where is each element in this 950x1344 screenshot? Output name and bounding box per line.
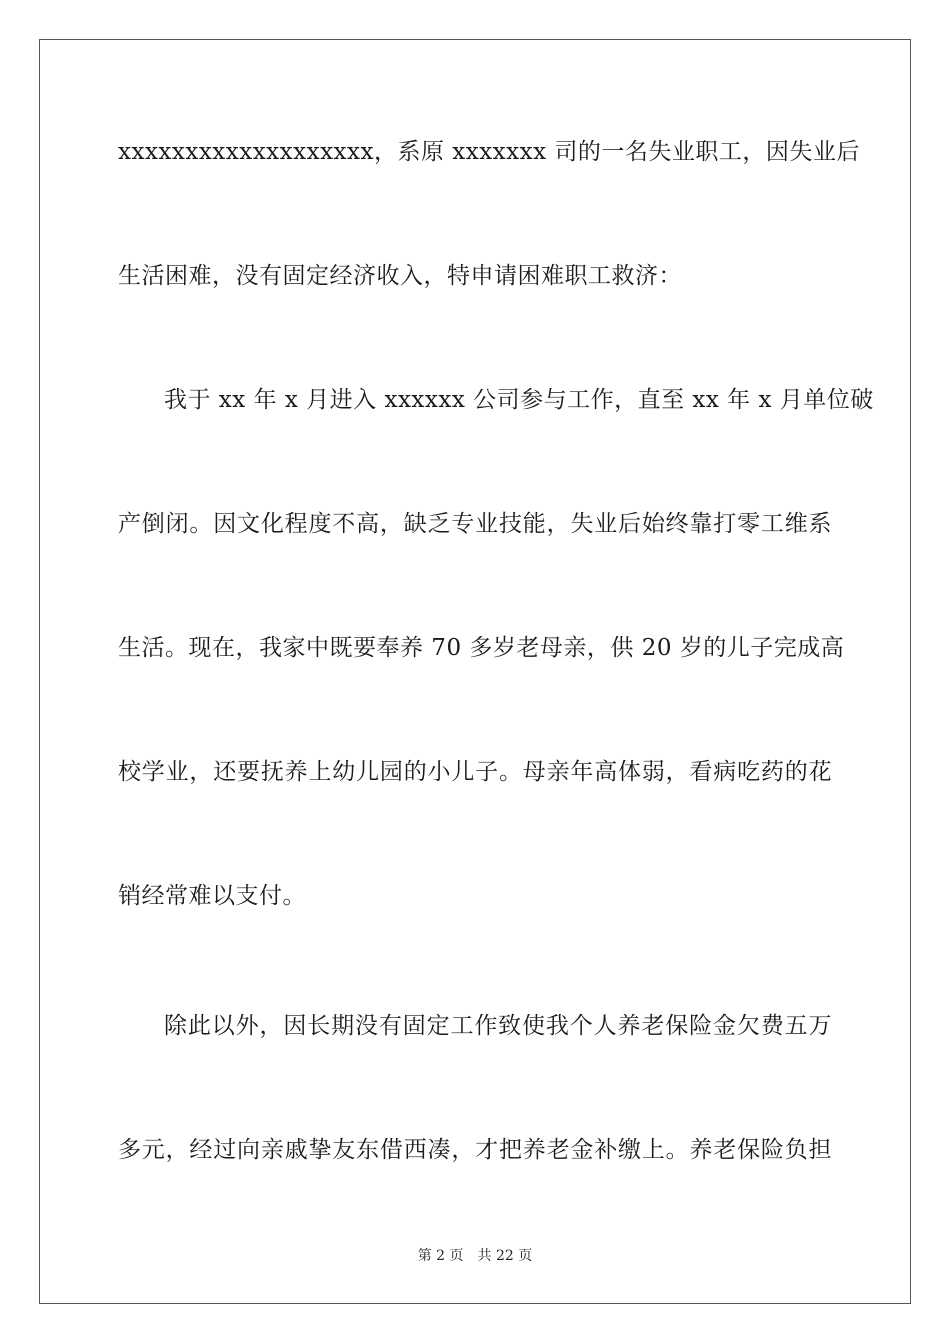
text-line-2: 生活困难，没有固定经济收入，特申请困难职工救济： — [118, 263, 682, 289]
page-total: 共 22 页 — [477, 1248, 533, 1264]
text-line-5: 生活。现在，我家中既要奉养 70 多岁老母亲，供 20 岁的儿子完成高 — [118, 635, 845, 661]
page-border — [39, 39, 911, 1304]
text-line-6: 校学业，还要抚养上幼儿园的小儿子。母亲年高体弱，看病吃药的花 — [118, 759, 832, 785]
text-line-7: 销经常难以支付。 — [118, 883, 306, 909]
text-line-1: xxxxxxxxxxxxxxxxxxx，系原 xxxxxxx 司的一名失业职工，因失业后 — [118, 139, 860, 165]
text-line-4: 产倒闭。因文化程度不高，缺乏专业技能，失业后始终靠打零工维系 — [118, 511, 832, 537]
text-line-9: 多元，经过向亲戚挚友东借西凑，才把养老金补缴上。养老保险负担 — [118, 1137, 832, 1163]
text-line-3: 我于 xx 年 x 月进入 xxxxxx 公司参与工作，直至 xx 年 x 月单位破 — [164, 387, 874, 413]
page-number: 第 2 页 — [417, 1248, 464, 1264]
page-footer — [0, 1247, 950, 1265]
text-line-8: 除此以外，因长期没有固定工作致使我个人养老保险金欠费五万 — [164, 1013, 832, 1039]
